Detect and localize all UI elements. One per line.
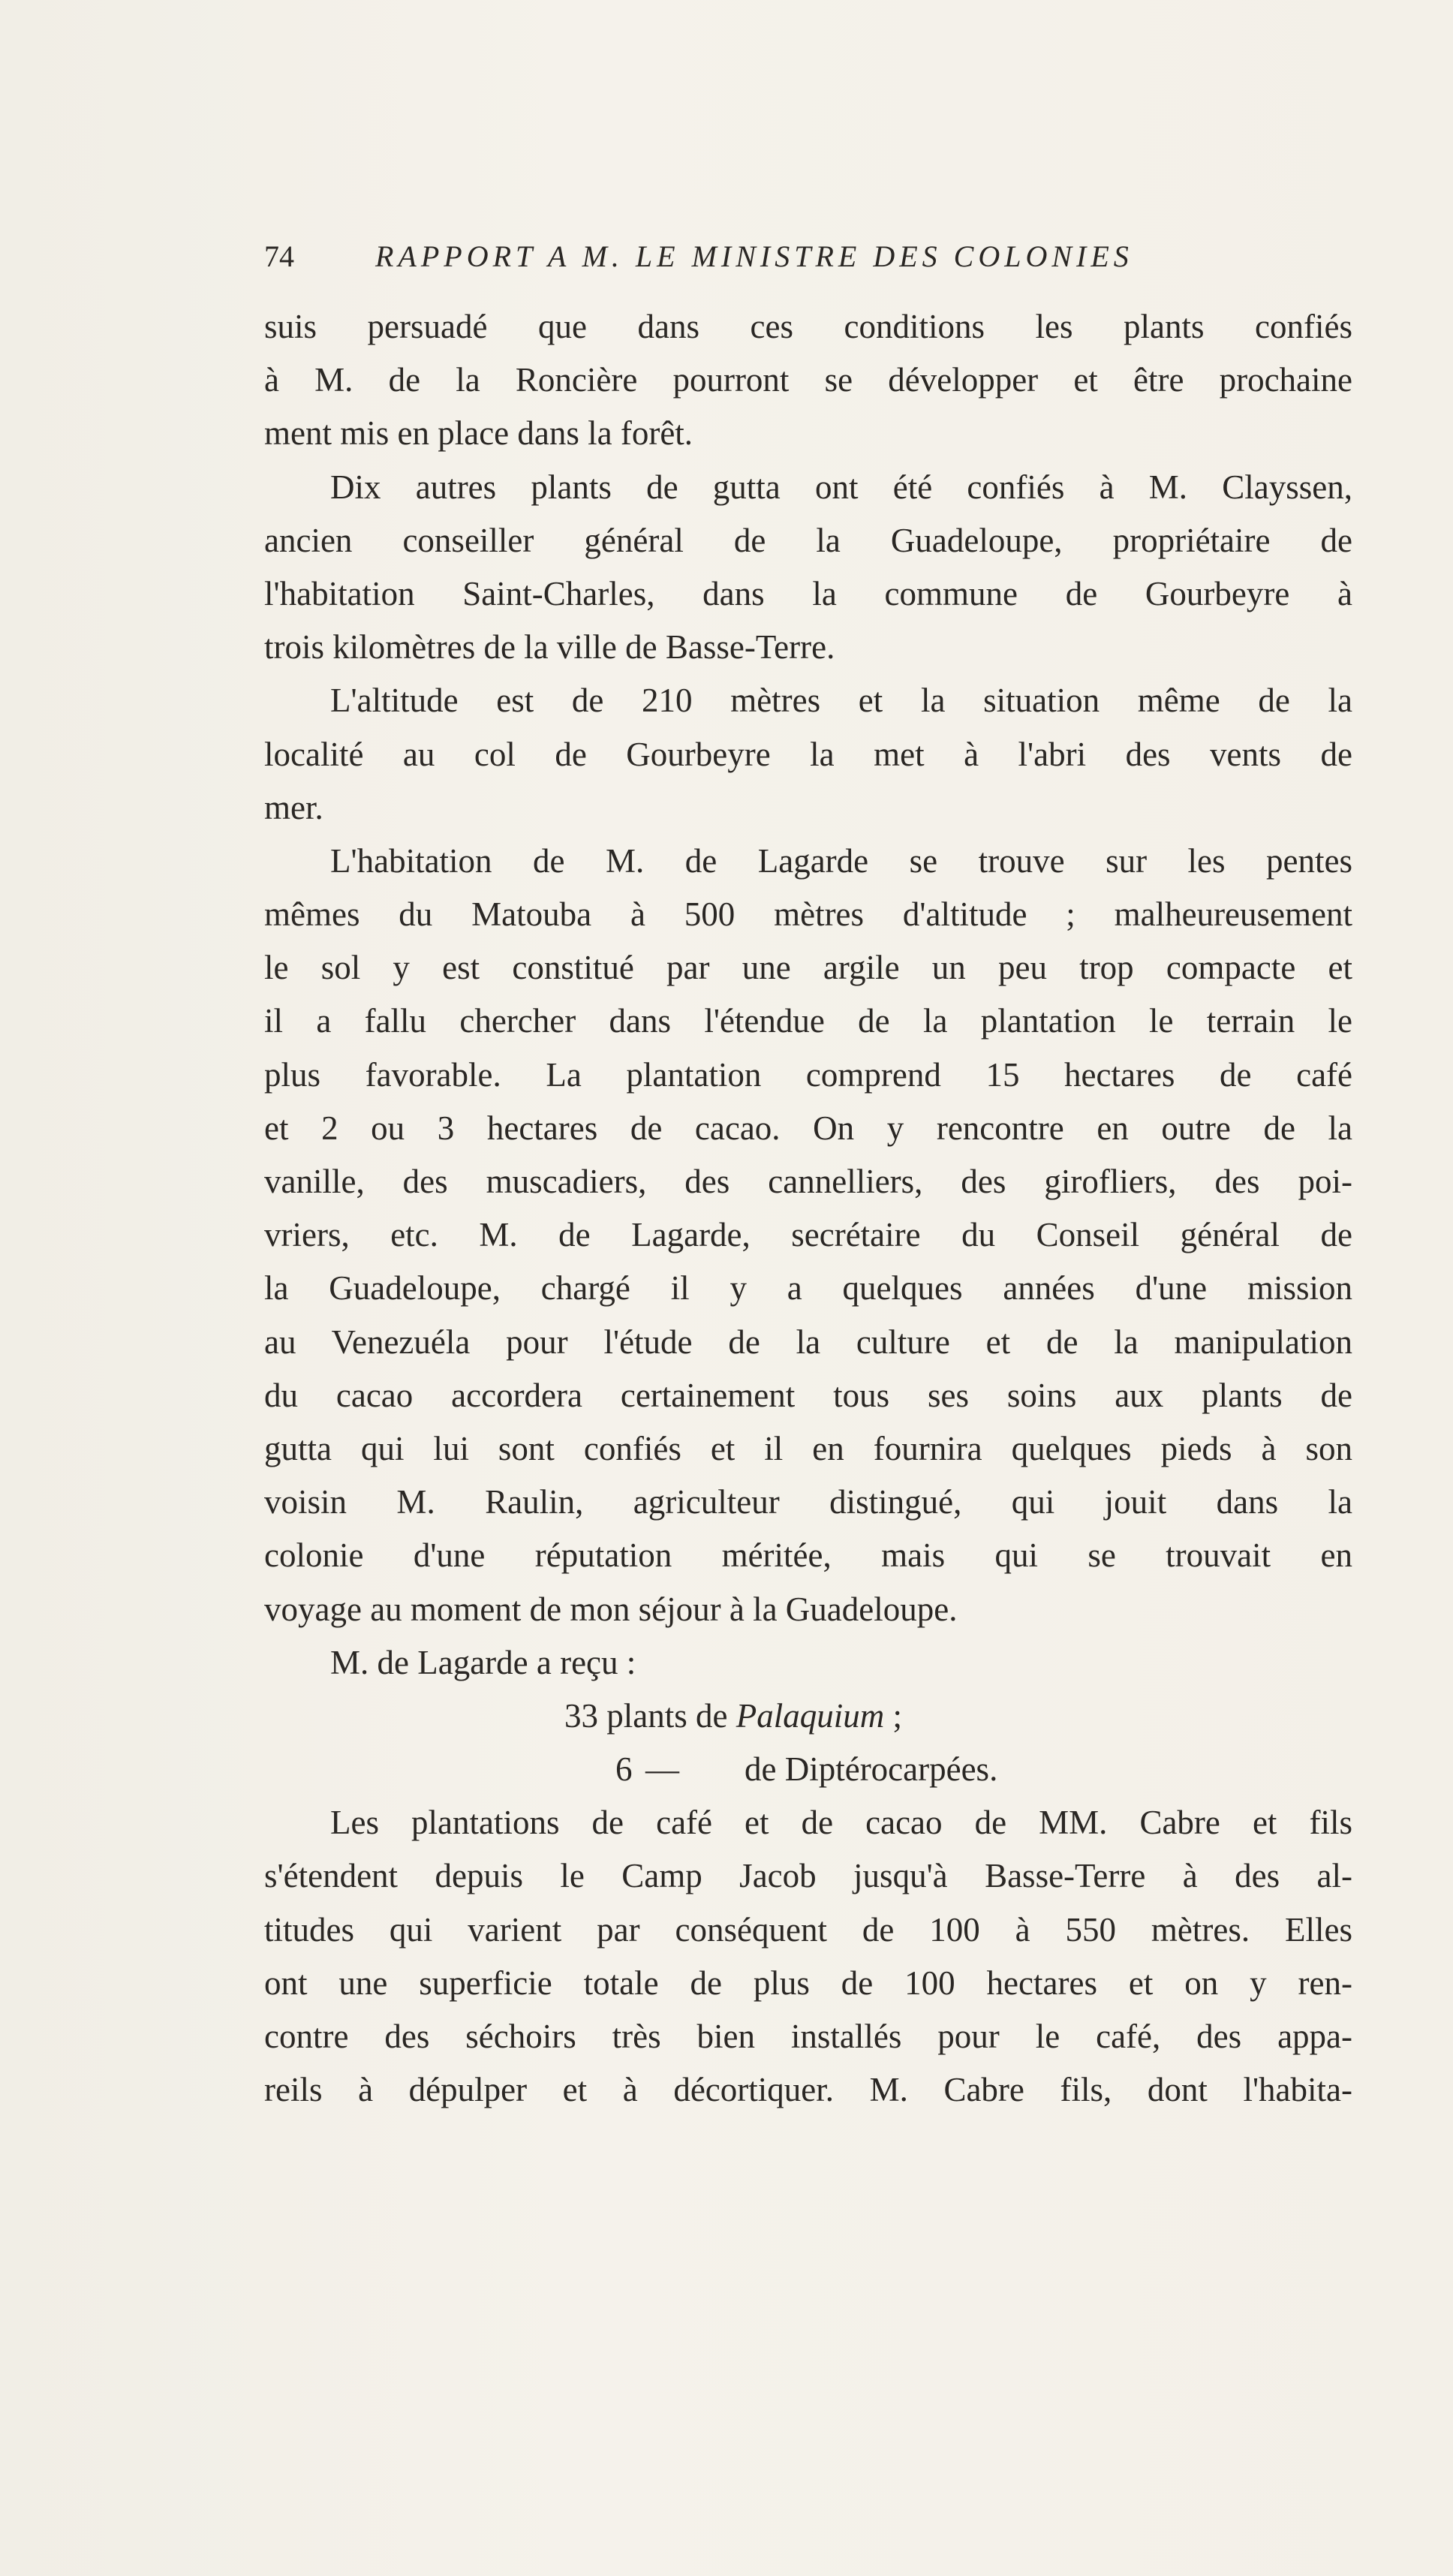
text-line: ment mis en place dans la forêt. — [264, 414, 693, 453]
list-item-prefix: 33 plants de — [564, 1696, 736, 1735]
text-line: L'altitude est de 210 mètres et la situation même de la — [330, 682, 1352, 720]
text-line: la Guadeloupe, chargé il y a quelques années d'une mission — [264, 1269, 1352, 1308]
text-line: contre des séchoirs très bien installés pour le café, des appa- — [264, 2018, 1352, 2055]
text-line: vanille, des muscadiers, des cannelliers, des girofliers, des poi- — [264, 1163, 1352, 1200]
page-header — [264, 239, 1255, 276]
body-text — [264, 300, 1352, 2117]
text-line: vriers, etc. M. de Lagarde, secrétaire du Conseil général de — [264, 1216, 1352, 1254]
text-line: reils à dépulper et à décortiquer. M. Cabre fils, dont l'habita- — [264, 2071, 1352, 2109]
text-line: colonie d'une réputation méritée, mais qui se trouvait en — [264, 1536, 1352, 1575]
text-line: mer. — [264, 788, 323, 826]
text-line: et 2 ou 3 hectares de cacao. On y rencontre en outre de la — [264, 1109, 1352, 1147]
text-line: il a fallu chercher dans l'étendue de la plantation le terrain le — [264, 1002, 1352, 1040]
text-line: gutta qui lui sont confiés et il en fournira quelques pieds à son — [264, 1429, 1352, 1467]
text-line: voyage au moment de mon séjour à la Guadeloupe. — [264, 1590, 958, 1628]
text-line: ancien conseiller général de la Guadeloupe, propriétaire de — [264, 521, 1352, 559]
text-line: voisin M. Raulin, agriculteur distingué, qui jouit dans la — [264, 1483, 1352, 1521]
text-line: du cacao accordera certainement tous ses soins aux plants de — [264, 1376, 1352, 1414]
text-line: le sol y est constitué par une argile un peu trop compacte et — [264, 949, 1352, 987]
text-line: s'étendent depuis le Camp Jacob jusqu'à Basse-Terre à des al- — [264, 1857, 1352, 1895]
species-name: Palaquium — [736, 1696, 885, 1735]
list-item — [264, 1690, 1352, 1743]
text-line: localité au col de Gourbeyre la met à l'abri des vents de — [264, 735, 1352, 773]
text-line: L'habitation de M. de Lagarde se trouve sur les pentes — [330, 841, 1352, 880]
ditto-dash: — — [645, 1750, 679, 1789]
list-item-suffix: ; — [884, 1696, 902, 1735]
text-line: ont une superficie totale de plus de 100 hectares et on y ren- — [264, 1964, 1352, 2002]
list-item-count: 6 — [615, 1750, 633, 1789]
page-number: 74 — [264, 239, 294, 273]
text-line: mêmes du Matouba à 500 mètres d'altitude ; malheureusement — [264, 895, 1352, 934]
text-line: trois kilomètres de la ville de Basse-Terre. — [264, 628, 835, 667]
text-line: à M. de la Roncière pourront se développer et être prochaine — [264, 361, 1352, 399]
text-line: M. de Lagarde a reçu : — [330, 1643, 636, 1681]
text-line: titudes qui varient par conséquent de 100 à 550 mètres. Elles — [264, 1910, 1352, 1949]
running-title: RAPPORT A M. LE MINISTRE DES COLONIES — [375, 239, 1133, 273]
text-line: au Venezuéla pour l'étude de la culture et de la manipulation — [264, 1323, 1352, 1361]
text-line: Les plantations de café et de cacao de MM. Cabre et fils — [330, 1804, 1352, 1842]
text-line: suis persuadé que dans ces conditions les plants confiés — [264, 308, 1352, 345]
list-item — [264, 1743, 1352, 1796]
text-line: plus favorable. La plantation comprend 15 hectares de café — [264, 1055, 1352, 1094]
list-item-text: de Diptérocarpées. — [745, 1750, 998, 1789]
text-line: l'habitation Saint-Charles, dans la commune de Gourbeyre à — [264, 574, 1352, 612]
text-line: Dix autres plants de gutta ont été confiés à M. Clayssen, — [330, 468, 1352, 506]
